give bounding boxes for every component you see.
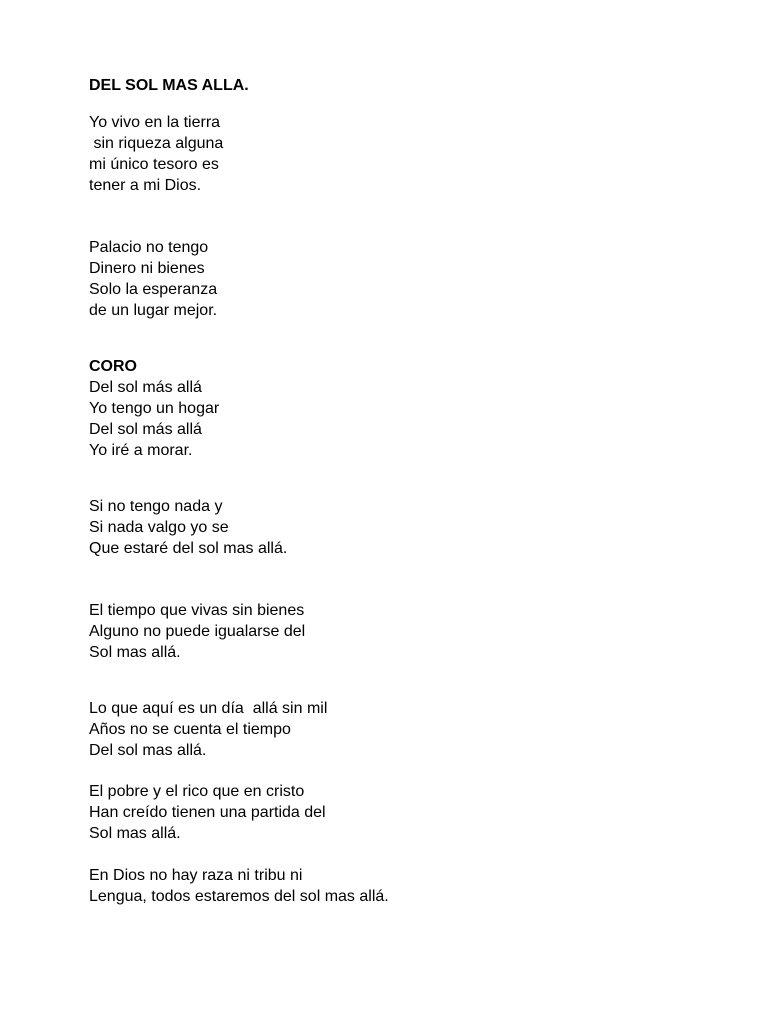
stanza-2-line-4: de un lugar mejor. [89,302,218,319]
song-title: DEL SOL MAS ALLA. [89,77,249,94]
stanza-4-line-3: Sol mas allá. [89,644,181,661]
chorus-line-4: Yo iré a morar. [89,442,193,459]
stanza-2-line-3: Solo la esperanza [89,281,218,298]
stanza-6-line-3: Sol mas allá. [89,825,181,842]
chorus-line-2: Yo tengo un hogar [89,400,220,417]
stanza-3-line-1: Si no tengo nada y [89,498,223,515]
stanza-1-line-1: Yo vivo en la tierra [89,114,221,131]
chorus-heading: CORO [89,358,137,375]
stanza-3-line-2: Si nada valgo yo se [89,519,229,536]
stanza-1-line-4: tener a mi Dios. [89,177,202,194]
stanza-7-line-1: En Dios no hay raza ni tribu ni [89,867,303,884]
stanza-5-line-1: Lo que aquí es un día allá sin mil [89,700,328,717]
stanza-3-line-3: Que estaré del sol mas allá. [89,540,288,557]
stanza-4-line-2: Alguno no puede igualarse del [89,623,306,640]
chorus-line-3: Del sol más allá [89,421,202,438]
stanza-2-line-1: Palacio no tengo [89,239,209,256]
stanza-4-line-1: El tiempo que vivas sin bienes [89,602,305,619]
chorus-line-1: Del sol más allá [89,379,202,396]
stanza-6-line-1: El pobre y el rico que en cristo [89,783,305,800]
stanza-5-line-3: Del sol mas allá. [89,742,207,759]
stanza-1-line-3: mi único tesoro es [89,156,219,173]
stanza-2-line-2: Dinero ni bienes [89,260,205,277]
stanza-5-line-2: Años no se cuenta el tiempo [89,721,291,738]
stanza-7-line-2: Lengua, todos estaremos del sol mas allá. [89,888,389,905]
stanza-6-line-2: Han creído tienen una partida del [89,804,326,821]
stanza-1-line-2: sin riqueza alguna [89,135,224,152]
